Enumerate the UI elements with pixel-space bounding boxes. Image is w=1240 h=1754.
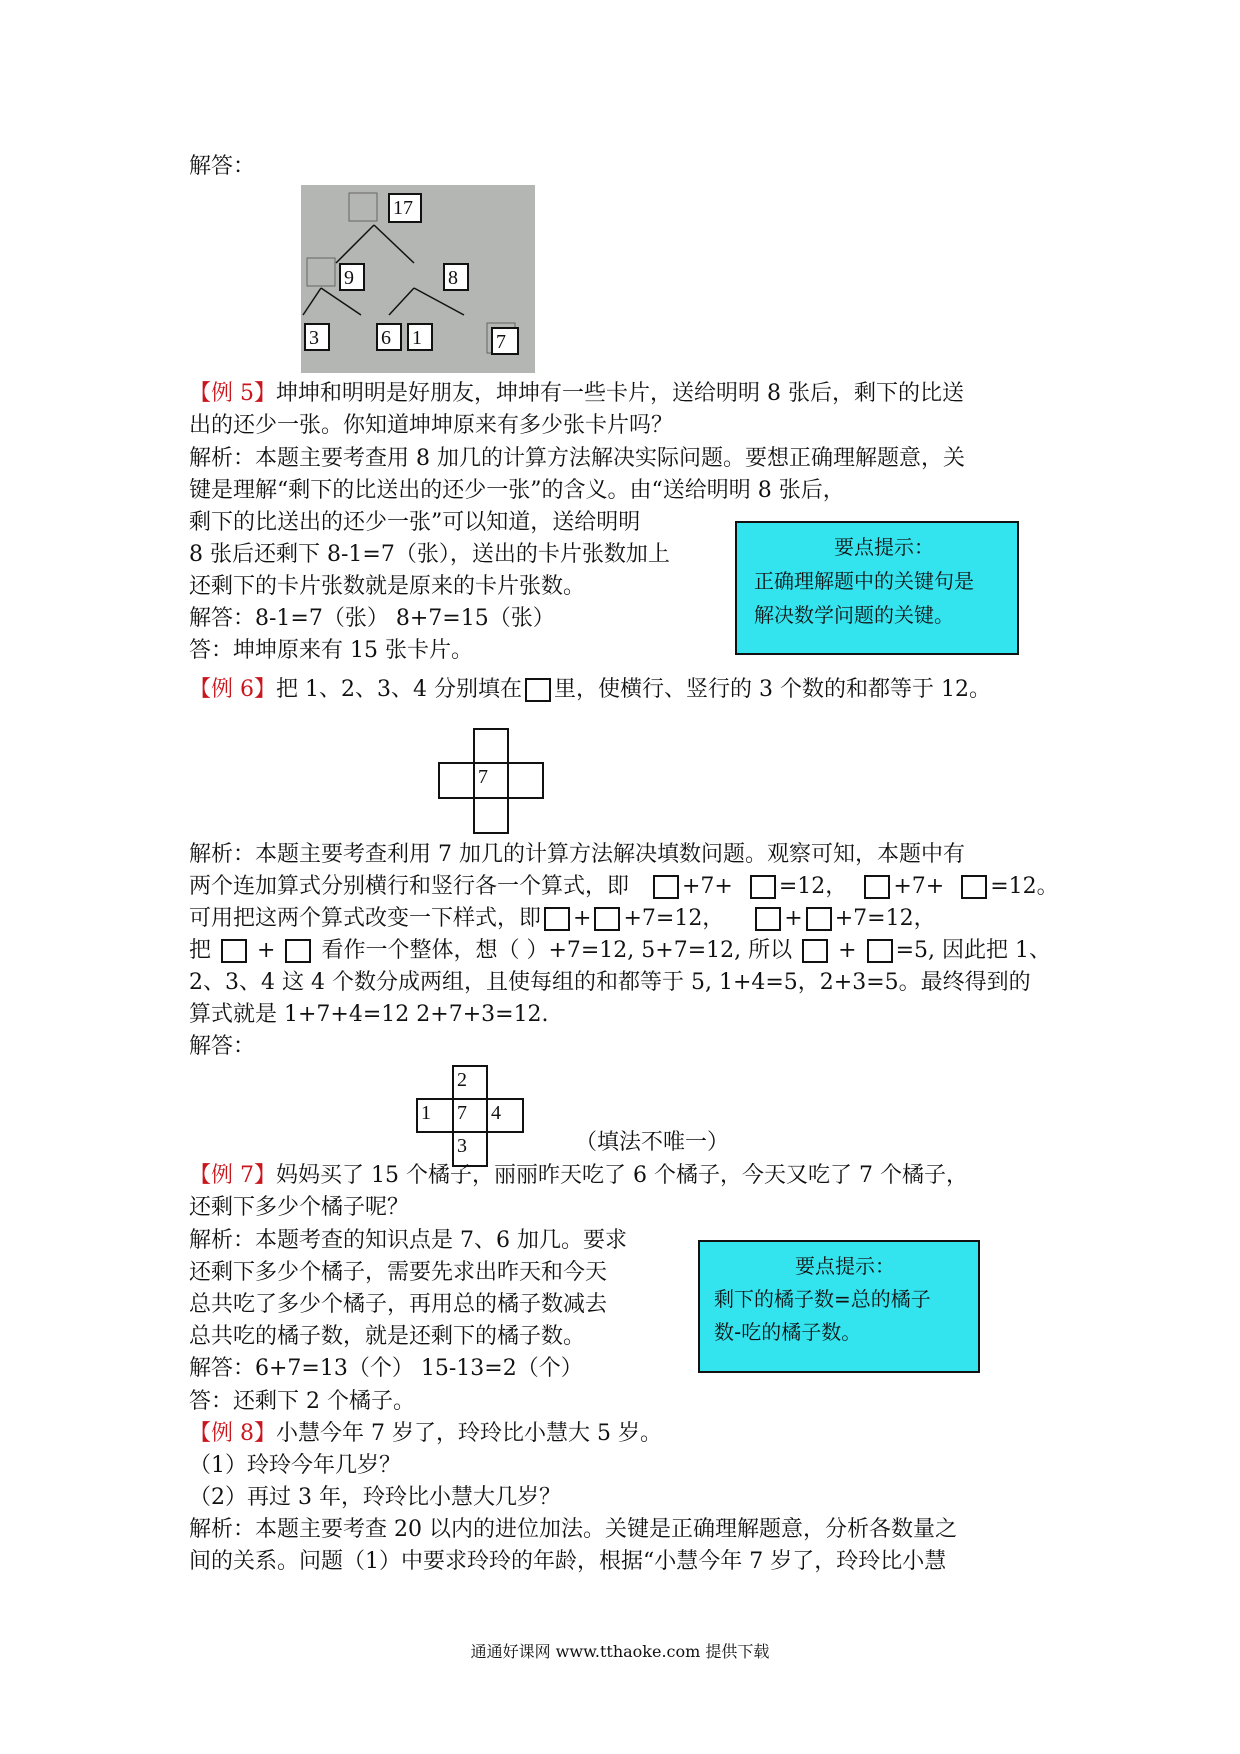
ex5-hint-title: 要点提示：: [834, 535, 934, 559]
tree-top-box: 17: [388, 193, 422, 223]
ex8-analysis-line1: 解析：本题主要考查 20 以内的进位加法。关键是正确理解题意，分析各数量之: [189, 1517, 957, 1542]
ex5-answer: 答：坤坤原来有 15 张卡片。: [189, 638, 473, 663]
ex7-hint-line2: 数-吃的橘子数。: [714, 1320, 862, 1344]
ex6-analysis-line6: 算式就是 1+7+4=12 2+7+3=12.: [189, 1002, 549, 1027]
cross-bottom-cell: [473, 797, 509, 834]
ex7-hint-title: 要点提示：: [795, 1254, 895, 1278]
ex7-question-line2: 还剩下多少个橘子呢？: [189, 1195, 410, 1220]
blank-box: [525, 678, 551, 702]
ex5-tag: 【例 5】: [189, 381, 276, 406]
ex7-analysis-line4: 总共吃的橘子数，就是还剩下的橘子数。: [189, 1324, 586, 1349]
ex5-analysis-line1: 解析：本题主要考查用 8 加几的计算方法解决实际问题。要想正确理解题意，关: [189, 446, 965, 471]
answer-right-cell: 4: [486, 1098, 524, 1133]
ex6-note: （填法不唯一）: [575, 1130, 730, 1155]
ex8-analysis-line2: 间的关系。问题（1）中要求玲玲的年龄，根据“小慧今年 7 岁了，玲玲比小慧: [189, 1549, 947, 1574]
ex7-solution: 解答：6+7=13（个） 15-13=2（个）: [189, 1356, 583, 1381]
page-footer: 通通好课网 www.tthaoke.com 提供下载: [470, 1642, 770, 1661]
ex5-hint-line1: 正确理解题中的关键句是: [754, 569, 974, 593]
ex5-hint-line2: 解决数学问题的关键。: [754, 603, 954, 627]
ex5-question-line2: 出的还少一张。你知道坤坤原来有多少张卡片吗？: [189, 413, 674, 438]
ex5-question-line1: 【例 5】坤坤和明明是好朋友，坤坤有一些卡片，送给明明 8 张后，剩下的比送: [189, 381, 964, 406]
ex6-tag: 【例 6】: [189, 677, 276, 702]
answer-left-cell: 1: [416, 1098, 454, 1133]
tree-leaf-3-box: 1: [407, 323, 433, 351]
cross-top-cell: [473, 728, 509, 764]
ex6-analysis-line2: 两个连加算式分别横行和竖行各一个算式，即 +7+ =12， +7+ =12。: [189, 874, 1059, 899]
ex7-analysis-line1: 解析：本题考查的知识点是 7、6 加几。要求: [189, 1228, 627, 1253]
ex6-analysis-line5: 2、3、4 这 4 个数分成两组，且使每组的和都等于 5, 1+4=5，2+3=5。最终得到的: [189, 970, 1031, 995]
ex7-answer: 答：还剩下 2 个橘子。: [189, 1389, 415, 1414]
answer-top-cell: 2: [452, 1065, 488, 1100]
ex5-analysis-line3: 剩下的比送出的还少一张”可以知道，送给明明: [189, 510, 641, 535]
ex5-analysis-line2: 键是理解“剩下的比送出的还少一张”的含义。由“送给明明 8 张后，: [189, 478, 845, 503]
ex8-question-part2: （2）再过 3 年，玲玲比小慧大几岁？: [189, 1485, 561, 1510]
cross-center-cell: 7: [473, 762, 509, 799]
tree-leaf-2-box: 6: [376, 323, 402, 351]
ex6-question: 【例 6】把 1、2、3、4 分别填在 里，使横行、竖行的 3 个数的和都等于 12。: [189, 677, 991, 702]
ex8-tag: 【例 8】: [189, 1421, 276, 1446]
cross-right-cell: [507, 762, 544, 799]
answer-bottom-cell: 3: [452, 1131, 488, 1167]
ex7-hint-line1: 剩下的橘子数=总的橘子: [714, 1287, 931, 1311]
ex7-tag: 【例 7】: [189, 1163, 276, 1188]
tree-leaf-4-box: 7: [491, 327, 519, 355]
ex5-analysis-line4: 8 张后还剩下 8-1=7（张），送出的卡片张数加上: [189, 542, 670, 567]
ex6-solution-label: 解答：: [189, 1034, 256, 1059]
ex8-question-part1: （1）玲玲今年几岁？: [189, 1453, 401, 1478]
ex6-analysis-line4: 把 + 看作一个整体，想（ ）+7=12, 5+7=12, 所以 + =5, 因此把 1、: [189, 938, 1051, 963]
ex6-cross-figure: [438, 728, 544, 834]
ex8-question: 【例 8】小慧今年 7 岁了，玲玲比小慧大 5 岁。: [189, 1421, 662, 1446]
answer-center-cell: 7: [452, 1098, 488, 1133]
answer-label: 解答：: [189, 154, 256, 179]
number-tree-figure: [301, 185, 535, 373]
cross-left-cell: [438, 762, 475, 799]
tree-right-mid-box: 8: [443, 263, 469, 291]
ex7-hint-box: [698, 1240, 980, 1373]
tree-left-mid-box: 9: [339, 263, 365, 291]
ex5-hint-box: [735, 521, 1019, 655]
ex6-analysis-line1: 解析：本题主要考查利用 7 加几的计算方法解决填数问题。观察可知，本题中有: [189, 842, 965, 867]
ex5-solution: 解答：8-1=7（张） 8+7=15（张）: [189, 606, 555, 631]
ex7-analysis-line3: 总共吃了多少个橘子，再用总的橘子数减去: [189, 1292, 608, 1317]
ex6-answer-cross-figure: [416, 1065, 524, 1167]
tree-leaf-1-box: 3: [304, 323, 330, 351]
ex5-analysis-line5: 还剩下的卡片张数就是原来的卡片张数。: [189, 574, 586, 599]
ex6-analysis-line3: 可用把这两个算式改变一下样式，即 + +7=12， + +7=12，: [189, 906, 936, 931]
ex7-question-line1: 【例 7】妈妈买了 15 个橘子，丽丽昨天吃了 6 个橘子，今天又吃了 7 个橘子，: [189, 1163, 968, 1188]
ex7-analysis-line2: 还剩下多少个橘子，需要先求出昨天和今天: [189, 1260, 608, 1285]
